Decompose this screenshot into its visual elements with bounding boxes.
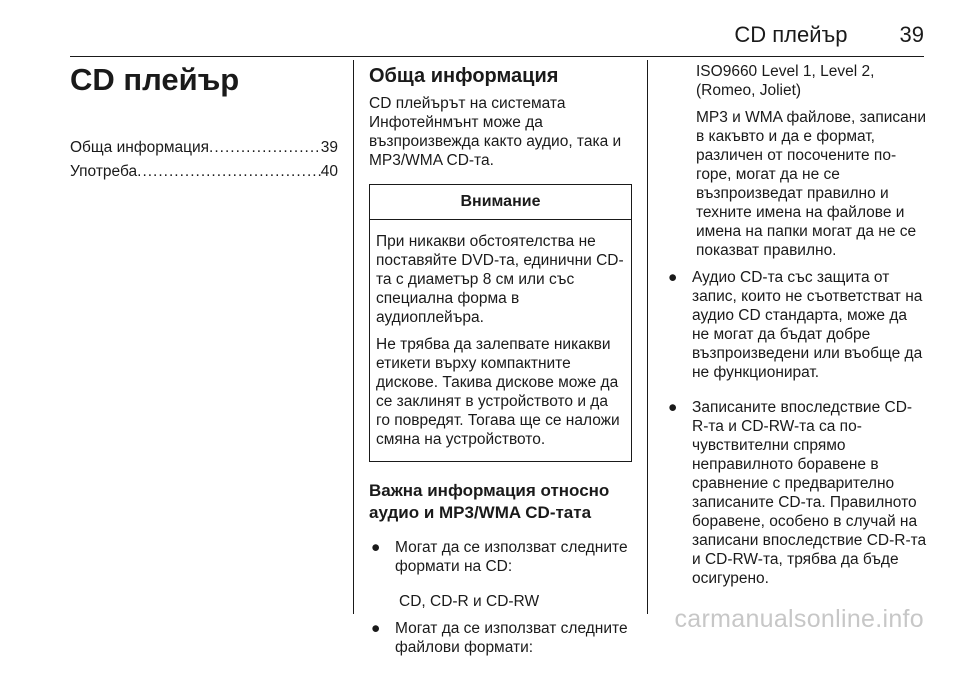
section-title: Обща информация	[369, 65, 559, 87]
list-item	[666, 398, 928, 596]
bullet-icon: ●	[668, 399, 678, 416]
toc-item-general[interactable]	[70, 136, 338, 160]
chapter-title: CD плейър	[70, 62, 240, 97]
toc-label: Обща информация	[70, 139, 210, 156]
page-header	[70, 22, 924, 48]
bullet-text: Могат да се използват следните файлови формати:	[395, 620, 628, 656]
warning-title: Внимание	[370, 185, 631, 220]
toc-label: Употреба	[70, 163, 138, 180]
bullet-text: Записаните впоследствие CD-R-та и CD-RW-та са по-чувствителни спрямо неправилното боравене в сравнение с предварително записаните CD-та. Правилното боравене, особено в случай на записани впоследствие CD-R-та и CD-RW-та, трябва да бъде осигурено.	[692, 399, 927, 587]
column-1	[70, 62, 338, 184]
bullet-icon: ●	[371, 539, 381, 556]
column-3	[666, 62, 928, 604]
bullet-icon: ●	[668, 269, 678, 286]
bullet-text: Могат да се използват следните формати на CD:	[395, 539, 628, 575]
bullet-subtext: CD, CD-R и CD-RW	[399, 593, 540, 610]
warning-paragraph: При никакви обстоятелства не поставяйте DVD-та, единични CD-та с диаметър 8 см или със специална форма в аудиоплейъра.	[376, 233, 624, 326]
paragraph: MP3 и WMA файлове, записани в какъвто и да е формат, различен от посочените по-горе, могат да не се възпроизведат правилно и техните имена на файлове и имена на папки могат да не се показват правилно.	[696, 109, 927, 259]
toc-leader	[209, 136, 321, 160]
subsection-title: Важна информация относно аудио и MP3/WMA CD-тата	[369, 481, 610, 522]
header-divider	[70, 56, 924, 57]
watermark: carmanualsonline.info	[674, 605, 924, 633]
toc-item-usage[interactable]	[70, 160, 338, 184]
page-number: 39	[899, 22, 924, 47]
warning-paragraph: Не трябва да залепвате никакви етикети върху компактните дискове. Такива дискове може да се заклинят в устройството и да го повредят. Тогава ще се наложи смяна на устройството.	[376, 336, 620, 448]
paragraph: ISO9660 Level 1, Level 2, (Romeo, Joliet)	[696, 63, 875, 99]
bullet-text: Аудио CD-та със защита от запис, които не съответстват на аудио CD стандарта, може да не могат да бъдат добре възпроизведени или въобще да не функционират.	[692, 269, 923, 381]
toc-page: 40	[320, 163, 338, 180]
intro-paragraph: CD плейърът на системата Инфотейнмънт може да възпроизвежда както аудио, така и MP3/WMA CD-та.	[369, 95, 622, 169]
warning-box	[369, 184, 632, 462]
list-item	[369, 619, 632, 665]
column-divider-1	[353, 60, 354, 614]
bullet-icon: ●	[371, 620, 381, 637]
column-2	[369, 62, 632, 673]
toc-leader	[137, 160, 321, 184]
list-item	[369, 538, 632, 584]
running-title: CD плейър	[734, 22, 848, 47]
list-item	[666, 268, 928, 390]
column-divider-2	[647, 60, 648, 614]
toc-page: 39	[320, 139, 338, 156]
warning-body	[370, 220, 631, 461]
